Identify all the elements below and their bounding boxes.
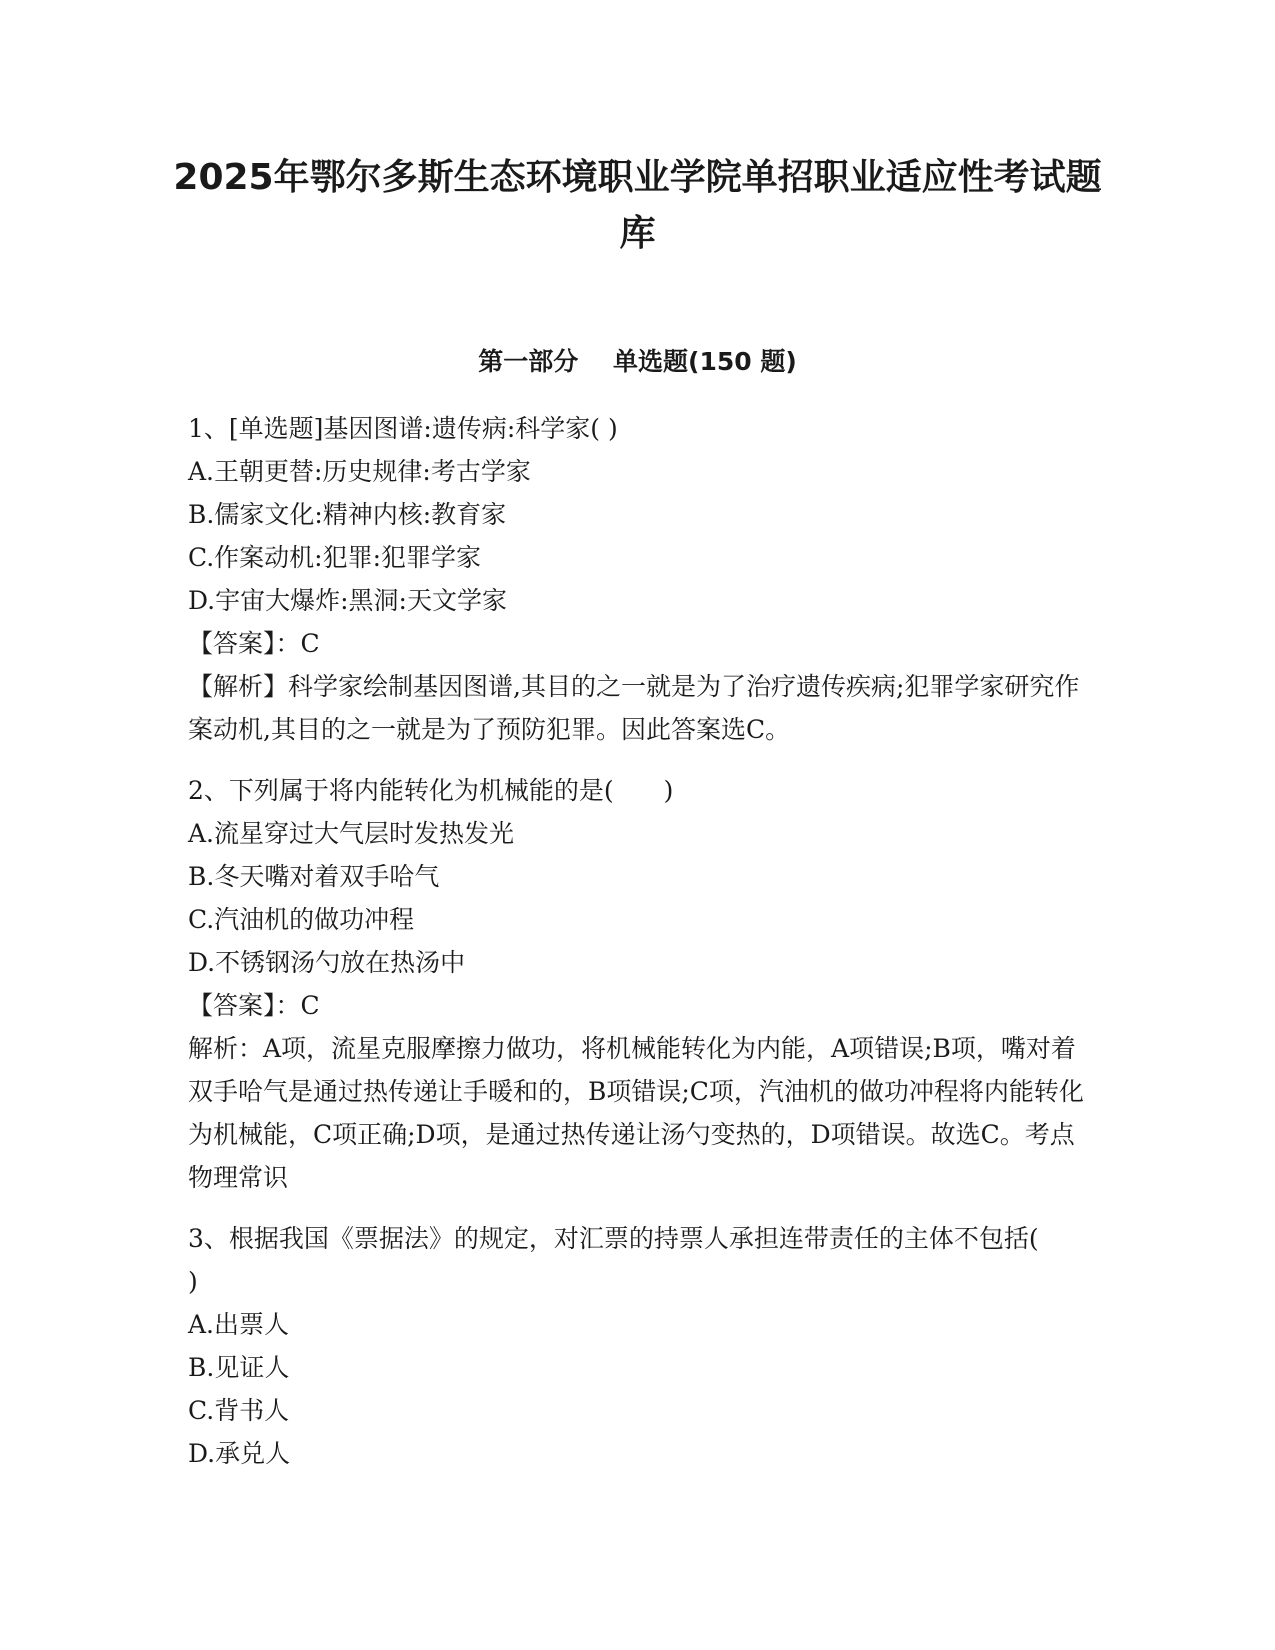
option-b: B.儒家文化:精神内核:教育家: [188, 500, 507, 529]
document-title: 2025年鄂尔多斯生态环境职业学院单招职业适应性考试题库: [173, 157, 1102, 254]
question-stem: 2、下列属于将内能转化为机械能的是( ): [188, 776, 674, 805]
analysis: 解析：A项，流星克服摩擦力做功，将机械能转化为内能，A项错误;B项，嘴对着双手哈气是通过热传递让手暖和的，B项错误;C项，汽油机的做功冲程将内能转化为机械能，C项正确;D项，是通过热传递让汤勺变热的，D项错误。故选C。考点物理常识: [188, 1034, 1084, 1192]
option-d: D.不锈钢汤勺放在热汤中: [188, 948, 466, 977]
question-list: [188, 407, 1088, 1475]
question-item: [188, 407, 1088, 751]
option-b: B.冬天嘴对着双手哈气: [188, 862, 440, 891]
option-c: C.背书人: [188, 1396, 290, 1425]
answer: 【答案】：C: [188, 991, 320, 1020]
question-stem: 3、根据我国《票据法》的规定，对汇票的持票人承担连带责任的主体不包括( ): [188, 1224, 1089, 1296]
question-item: [188, 769, 1088, 1199]
option-d: D.承兑人: [188, 1439, 291, 1468]
option-b: B.见证人: [188, 1353, 290, 1382]
question-item: [188, 1217, 1088, 1475]
option-c: C.作案动机:犯罪:犯罪学家: [188, 543, 482, 572]
option-a: A.王朝更替:历史规律:考古学家: [188, 457, 531, 486]
option-a: A.出票人: [188, 1310, 290, 1339]
question-stem: 1、[单选题]基因图谱:遗传病:科学家( ): [188, 414, 618, 443]
section-heading: 第一部分 单选题(150 题): [478, 347, 797, 376]
option-a: A.流星穿过大气层时发热发光: [188, 819, 515, 848]
option-d: D.宇宙大爆炸:黑洞:天文学家: [188, 586, 507, 615]
answer: 【答案】：C: [188, 629, 320, 658]
analysis: 【解析】科学家绘制基因图谱,其目的之一就是为了治疗遗传疾病;犯罪学家研究作案动机,其目的之一就是为了预防犯罪。因此答案选C。: [188, 672, 1080, 744]
option-c: C.汽油机的做功冲程: [188, 905, 415, 934]
